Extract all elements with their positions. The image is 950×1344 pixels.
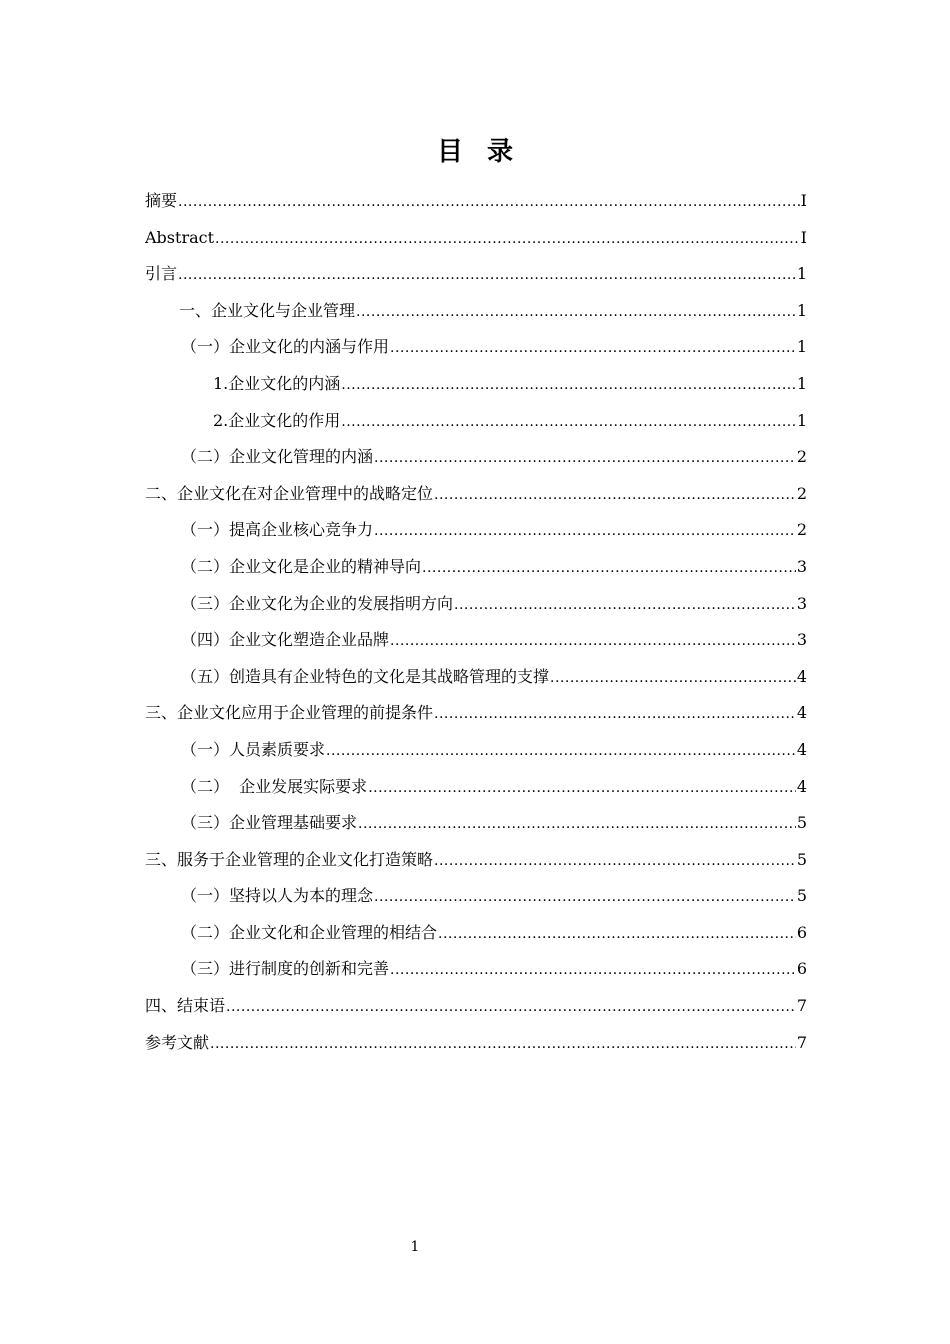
toc-entry-page: 1 xyxy=(796,264,807,284)
toc-entry-label: （一）提高企业核心竞争力 xyxy=(181,520,374,540)
toc-entry-label: Abstract xyxy=(145,227,215,247)
toc-entry-label: （一）企业文化的内涵与作用 xyxy=(181,337,390,357)
toc-entry[interactable] xyxy=(145,622,807,659)
toc-entry-page: 1 xyxy=(796,410,807,430)
toc-leader xyxy=(356,294,796,330)
toc-entry[interactable] xyxy=(145,329,807,366)
toc-entry[interactable] xyxy=(145,732,807,769)
toc-entry-label: 1.企业文化的内涵 xyxy=(213,373,341,393)
toc-leader xyxy=(434,843,796,879)
toc-entry-page: 3 xyxy=(796,556,807,576)
toc-leader xyxy=(374,513,796,549)
toc-entry[interactable] xyxy=(145,512,807,549)
toc-entry-page: 5 xyxy=(796,849,807,869)
toc-entry-page: 1 xyxy=(796,300,807,320)
toc-leader xyxy=(368,770,796,806)
toc-entry[interactable] xyxy=(145,1025,807,1062)
toc-entry-page: 4 xyxy=(796,703,807,723)
toc-entry-page: 5 xyxy=(796,886,807,906)
toc-entry[interactable] xyxy=(145,476,807,513)
page-number: 1 xyxy=(410,1239,420,1255)
toc-entry[interactable] xyxy=(145,951,807,988)
toc-leader xyxy=(341,367,796,403)
toc-leader xyxy=(390,952,796,988)
toc-leader xyxy=(178,257,796,293)
toc-entry-label: （四）企业文化塑造企业品牌 xyxy=(181,630,390,650)
toc-entry-label: 引言 xyxy=(145,264,178,284)
toc-entry[interactable] xyxy=(145,403,807,440)
toc-entry-label: 二、企业文化在对企业管理中的战略定位 xyxy=(145,483,434,503)
toc-entry-page: I xyxy=(800,191,807,210)
toc-leader xyxy=(454,587,796,623)
toc-entry-label: （二）企业文化管理的内涵 xyxy=(181,447,374,467)
toc-entry-label: 三、服务于企业管理的企业文化打造策略 xyxy=(145,849,434,869)
toc-entry[interactable] xyxy=(145,256,807,293)
toc-entry-page: 3 xyxy=(796,593,807,613)
toc-entry-label: （二）企业文化和企业管理的相结合 xyxy=(181,922,438,942)
toc-leader xyxy=(390,623,796,659)
toc-entry-page: 3 xyxy=(796,630,807,650)
toc-leader xyxy=(226,989,796,1025)
toc-leader xyxy=(358,806,796,842)
toc-leader xyxy=(326,733,796,769)
toc-entry-page: 7 xyxy=(796,996,807,1016)
toc-entry-page: 2 xyxy=(796,483,807,503)
toc-entry-label: 三、企业文化应用于企业管理的前提条件 xyxy=(145,703,434,723)
toc-leader xyxy=(341,404,796,440)
toc-entry[interactable] xyxy=(145,915,807,952)
toc-leader xyxy=(178,184,800,220)
toc-entry-label: 一、企业文化与企业管理 xyxy=(179,300,356,320)
toc-entry-page: 5 xyxy=(796,813,807,833)
toc-entry-page: 4 xyxy=(796,739,807,759)
toc-leader xyxy=(434,477,796,513)
toc-entry-label: （五）创造具有企业特色的文化是其战略管理的支撑 xyxy=(181,666,550,686)
toc-entry-page: 6 xyxy=(796,959,807,979)
toc-entry-label: （一）人员素质要求 xyxy=(181,739,326,759)
toc-entry[interactable] xyxy=(145,769,807,806)
toc-entry-page: 2 xyxy=(796,520,807,540)
toc-entry[interactable] xyxy=(145,366,807,403)
toc-entry-label: 2.企业文化的作用 xyxy=(213,410,341,430)
toc-entry[interactable] xyxy=(145,220,807,257)
toc-entry[interactable] xyxy=(145,805,807,842)
toc-entry-label: （二）企业文化是企业的精神导向 xyxy=(181,556,422,576)
toc-entry[interactable] xyxy=(145,988,807,1025)
toc-entry[interactable] xyxy=(145,842,807,879)
toc-entry[interactable] xyxy=(145,695,807,732)
toc-leader xyxy=(550,660,796,696)
toc-entry[interactable] xyxy=(145,183,807,220)
toc-entry-label: 参考文献 xyxy=(145,1032,210,1052)
toc-entry-page: 6 xyxy=(796,922,807,942)
toc-leader xyxy=(390,330,796,366)
toc-leader xyxy=(215,221,800,257)
toc-entry[interactable] xyxy=(145,549,807,586)
toc-entry-page: 4 xyxy=(796,666,807,686)
toc-entry[interactable] xyxy=(145,293,807,330)
toc-entry-label: 摘要 xyxy=(145,191,178,210)
toc-leader xyxy=(422,550,796,586)
toc-leader xyxy=(438,916,796,952)
toc-leader xyxy=(434,696,796,732)
toc-entry-page: I xyxy=(800,227,807,247)
toc-entry-label: （一）坚持以人为本的理念 xyxy=(181,886,374,906)
toc-entry[interactable] xyxy=(145,586,807,623)
toc-entry-page: 1 xyxy=(796,337,807,357)
toc-leader xyxy=(374,440,796,476)
toc-entry-label: 四、结束语 xyxy=(145,996,226,1016)
toc-entry-label: （三）企业管理基础要求 xyxy=(181,813,358,833)
toc-title: 目录 xyxy=(436,137,537,167)
toc-entry[interactable] xyxy=(145,878,807,915)
toc-entry-label: （三）企业文化为企业的发展指明方向 xyxy=(181,593,454,613)
toc-entry-page: 1 xyxy=(796,373,807,393)
toc-entry[interactable] xyxy=(145,659,807,696)
toc-entry-label: （三）进行制度的创新和完善 xyxy=(181,959,390,979)
toc-entry-label: （二） 企业发展实际要求 xyxy=(181,776,368,796)
toc-entry-page: 2 xyxy=(796,447,807,467)
toc-leader xyxy=(374,879,796,915)
toc-entry-page: 7 xyxy=(796,1032,807,1052)
toc-entry-page: 4 xyxy=(796,776,807,796)
toc-list xyxy=(145,183,807,1061)
toc-entry[interactable] xyxy=(145,439,807,476)
toc-leader xyxy=(210,1026,796,1062)
